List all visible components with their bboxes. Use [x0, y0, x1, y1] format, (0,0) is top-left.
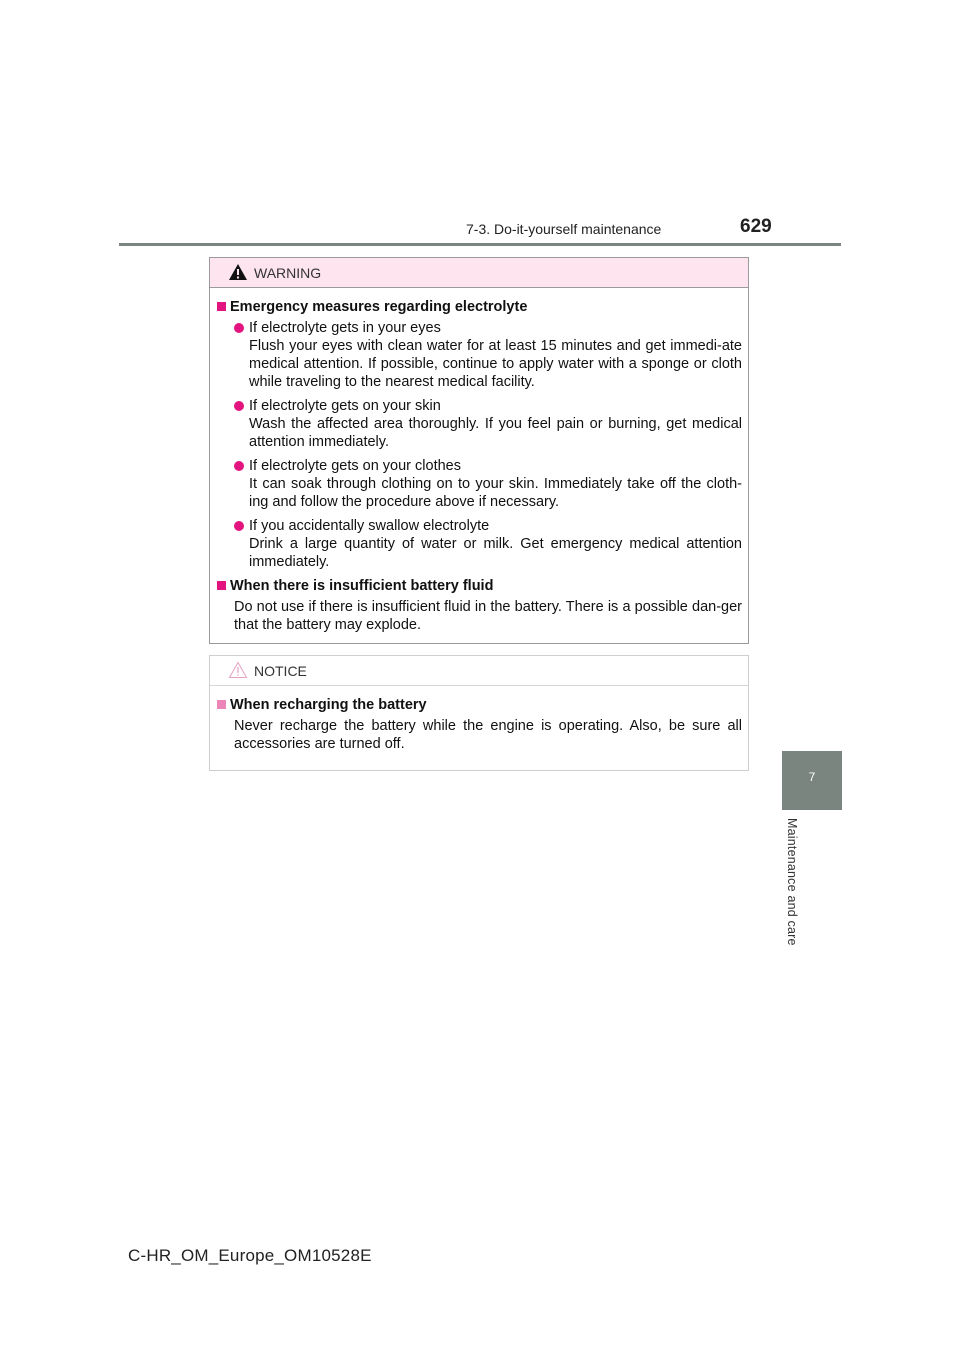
bullet-title: If electrolyte gets on your clothes — [249, 458, 461, 474]
section-text: Do not use if there is insufficient fluid in the battery. There is a possible dan-ger that the battery may explode. — [234, 599, 742, 633]
square-bullet-icon — [217, 302, 226, 311]
list-item — [216, 319, 742, 391]
chapter-number: 7 — [808, 770, 816, 784]
bullet-text: Drink a large quantity of water or milk. Get emergency medical attention immediately. — [249, 536, 742, 570]
section-heading-text: When recharging the battery — [230, 697, 427, 713]
bullet-text: Flush your eyes with clean water for at least 15 minutes and get immedi-ate medical attention. If possible, continue to apply water with a sponge or cloth while traveling to the nearest medical facility. — [249, 338, 742, 390]
notice-section-heading — [216, 696, 742, 714]
warning-header — [210, 258, 748, 288]
warning-title: WARNING — [254, 265, 322, 281]
notice-box — [209, 655, 749, 771]
bullet-title: If electrolyte gets in your eyes — [249, 320, 441, 336]
notice-title: NOTICE — [254, 663, 307, 679]
warning-body — [210, 288, 748, 634]
warning-triangle-icon — [228, 263, 248, 281]
square-bullet-icon — [217, 700, 226, 709]
notice-header — [210, 656, 748, 686]
circle-bullet-icon — [234, 461, 244, 471]
circle-bullet-icon — [234, 323, 244, 333]
chapter-tab — [782, 751, 842, 810]
bullet-title: If electrolyte gets on your skin — [249, 398, 441, 414]
header-section-title: 7-3. Do-it-yourself maintenance — [466, 221, 662, 237]
document-code: C-HR_OM_Europe_OM10528E — [128, 1246, 372, 1265]
page-number: 629 — [740, 216, 772, 237]
bullet-text: It can soak through clothing on to your skin. Immediately take off the cloth-ing and follow the procedure above if necessary. — [249, 476, 742, 510]
list-item — [216, 457, 742, 511]
list-item — [216, 517, 742, 571]
warning-section-heading — [216, 577, 742, 595]
caution-triangle-icon — [228, 661, 248, 679]
notice-body — [210, 686, 748, 753]
bullet-text: Wash the affected area thoroughly. If you feel pain or burning, get medical attention immediately. — [249, 416, 742, 450]
chapter-title: Maintenance and care — [785, 818, 799, 946]
warning-section-heading — [216, 298, 742, 316]
square-bullet-icon — [217, 581, 226, 590]
header-divider — [119, 243, 841, 246]
circle-bullet-icon — [234, 521, 244, 531]
warning-box — [209, 257, 749, 644]
section-heading-text: Emergency measures regarding electrolyte — [230, 299, 528, 315]
section-heading-text: When there is insufficient battery fluid — [230, 578, 494, 594]
circle-bullet-icon — [234, 401, 244, 411]
list-item — [216, 397, 742, 451]
notice-text: Never recharge the battery while the engine is operating. Also, be sure all accessories are turned off. — [234, 718, 742, 752]
bullet-title: If you accidentally swallow electrolyte — [249, 518, 490, 534]
